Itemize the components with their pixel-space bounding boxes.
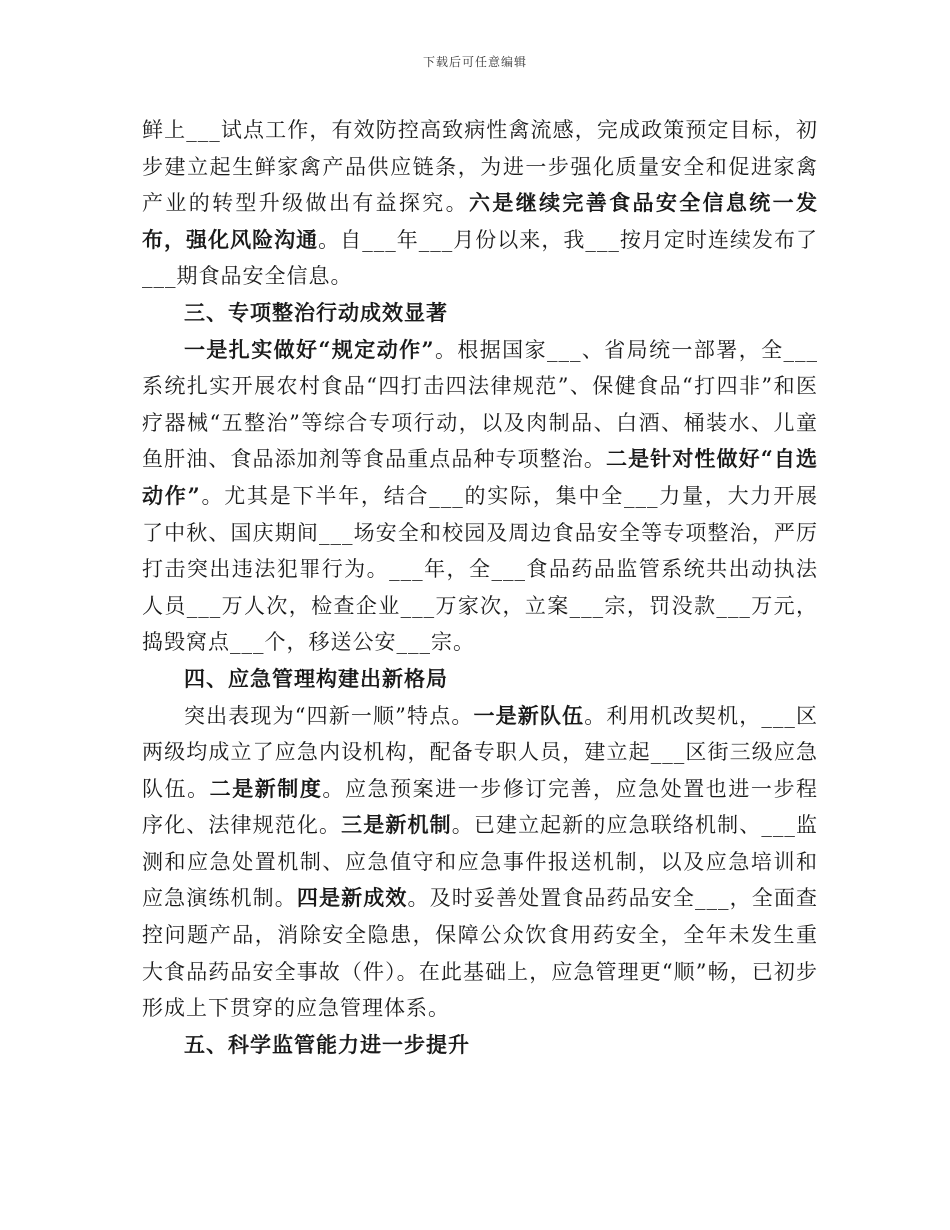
- section-heading: 三、专项整治行动成效显著: [184, 299, 448, 325]
- body-paragraph: [142, 332, 818, 661]
- bold-phrase: 二是新制度: [209, 775, 323, 801]
- document-body: [142, 112, 818, 1063]
- text-run: 。及时妥善处置食品药品安全___，全面查控问题产品，消除安全隐患，保障公众饮食用药安全，全年未发生重大食品药品安全事故（件）。在此基础上，应急管理更“顺”畅，已初步形成上下贯穿的应急管理体系。: [142, 886, 819, 1021]
- text-run: 。尤其是下半年，结合___的实际，集中全___力量，大力开展了中秋、国庆期间___场安全和校园及周边食品安全等专项整治，严厉打击突出违法犯罪行为。___年，全___食品药品监管系统共出动执法人员___万人次，检查企业___万家次，立案___宗，罚没款___万元，捣毁窝点___个，移送公安___宗。: [142, 483, 818, 655]
- bold-phrase: 三是新机制: [341, 812, 452, 838]
- text-run: 鲜上___试点工作，有效防控高致病性禽流感，完成政策预定目标，初步建立起生鲜家禽产品供应链条，为进一步强化质量安全和促进家禽产业的转型升级做出有益探究。: [142, 118, 818, 216]
- page-header: 下载后可任意编辑: [422, 55, 527, 69]
- text-run: 。自___年___月份以来，我___按月定时连续发布了___期食品安全信息。: [142, 227, 819, 289]
- bold-phrase: 四是新成效: [296, 885, 408, 911]
- text-run: 突出表现为“四新一顺”特点。: [184, 703, 474, 728]
- text-run: 。根据国家___、省局统一部署，全___系统扎实开展农村食品“四打击四法律规范”、保健食品“打四非”和医疗器械“五整治”等综合专项行动，以及肉制品、白酒、桶装水、儿童鱼肝油、食品添加剂等食品重点品种专项整治。: [142, 337, 818, 472]
- body-paragraph: [142, 112, 818, 295]
- section-heading: 四、应急管理构建出新格局: [184, 665, 448, 691]
- text-run: 。利用机改契机，___区两级均成立了应急内设机构，配备专职人员，建立起___区街三级应急队伍。: [142, 703, 818, 801]
- section-heading: 五、科学监管能力进一步提升: [184, 1031, 470, 1057]
- bold-phrase: 二是针对性做好“自选动作”: [142, 446, 818, 508]
- body-paragraph: [142, 698, 818, 1027]
- bold-phrase: 一是扎实做好“规定动作”: [184, 336, 435, 362]
- bold-phrase: 六是继续完善食品安全信息统一发布，强化风险沟通: [142, 190, 818, 252]
- text-run: 。已建立起新的应急联络机制、___监测和应急处置机制、应急值守和应急事件报送机制，以及应急培训和应急演练机制。: [142, 813, 819, 911]
- text-run: 。应急预案进一步修订完善，应急处置也进一步程序化、法律规范化。: [142, 776, 819, 838]
- bold-phrase: 一是新队伍: [473, 702, 585, 728]
